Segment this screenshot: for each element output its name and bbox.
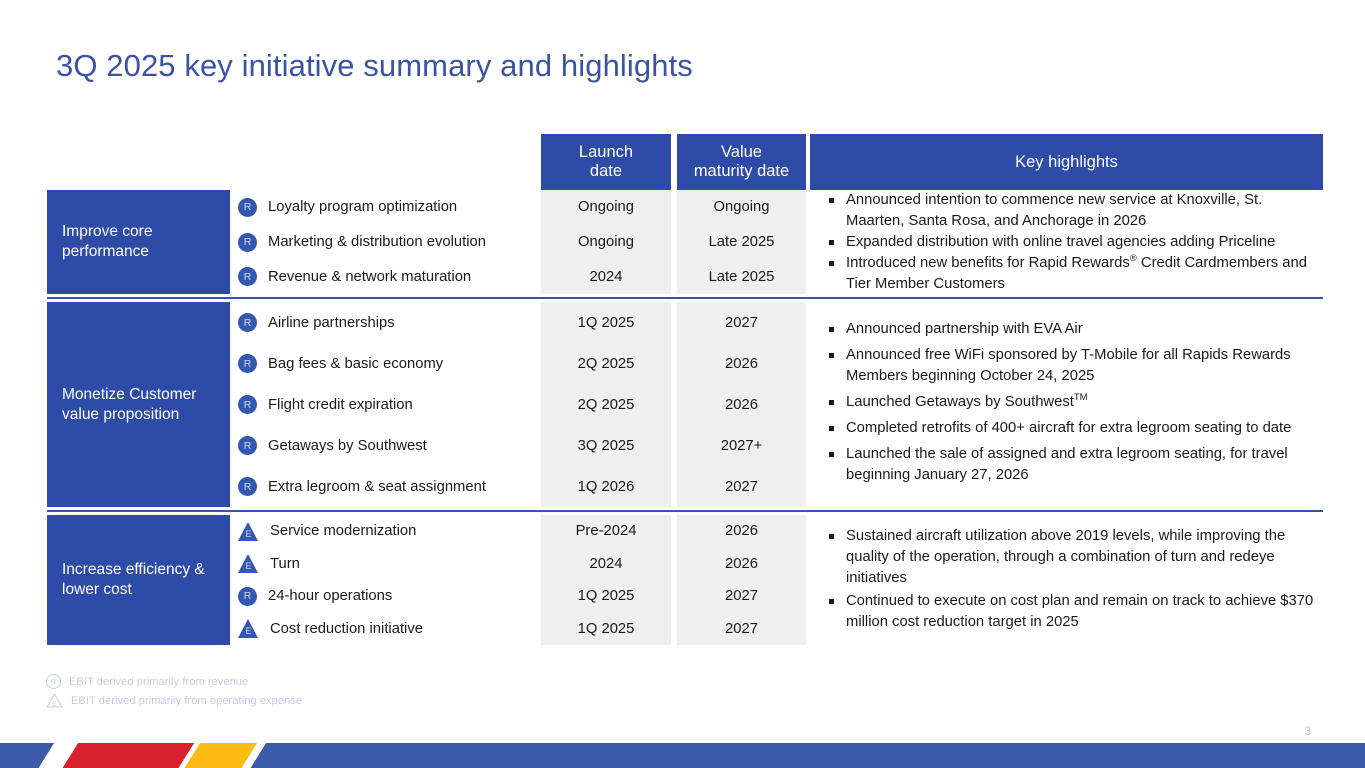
highlight-item: Launched the sale of assigned and extra legroom seating, for travel beginning January 27, 2026	[828, 444, 1319, 486]
initiative-item	[238, 580, 541, 613]
legend-badge-letter: E	[52, 701, 57, 708]
initiative-list	[230, 302, 541, 507]
value-maturity-date-cell: 2027	[725, 588, 758, 605]
initiative-list	[230, 190, 541, 294]
initiative-item	[238, 613, 541, 646]
badge-circle-r-icon: R	[238, 587, 257, 606]
highlight-item: Announced free WiFi sponsored by T-Mobile for all Rapids Rewards Members beginning October 24, 2025	[828, 345, 1319, 387]
value-maturity-date-cell: 2027	[725, 620, 758, 637]
launch-date-cell: 1Q 2025	[577, 620, 635, 637]
value-maturity-date-column	[677, 515, 806, 645]
value-maturity-date-cell: Late 2025	[708, 234, 775, 250]
trademark-superscript: TM	[1073, 391, 1088, 403]
value-maturity-line1: Value	[721, 143, 762, 161]
badge-circle-r-icon: R	[238, 313, 257, 332]
initiative-table	[47, 134, 1323, 645]
column-header-value-maturity-date	[677, 134, 806, 190]
value-maturity-date-cell: 2027	[725, 314, 758, 331]
badge-triangle-e-icon	[238, 619, 259, 638]
value-maturity-line2: maturity date	[693, 162, 790, 180]
initiative-item	[238, 190, 541, 225]
value-maturity-date-cell: 2026	[725, 396, 758, 413]
launch-date-cell: 2Q 2025	[577, 355, 635, 372]
initiative-label: Turn	[270, 555, 300, 572]
launch-date-column	[541, 302, 671, 507]
initiative-item	[238, 548, 541, 581]
badge-circle-r-icon: R	[238, 233, 257, 252]
initiative-label: Airline partnerships	[268, 314, 395, 331]
badge-circle-r-icon: R	[238, 395, 257, 414]
value-maturity-date-cell: 2026	[725, 555, 758, 572]
category-label: Increase efficiency & lower cost	[47, 515, 230, 645]
highlight-item: Expanded distribution with online travel agencies adding Priceline	[828, 232, 1319, 253]
badge-letter: E	[245, 561, 252, 572]
category-label: Improve core performance	[47, 190, 230, 294]
table-row-group	[47, 515, 1323, 645]
table-row-group	[47, 190, 1323, 294]
initiative-item	[238, 425, 541, 466]
launch-date-cell: Pre-2024	[575, 523, 637, 540]
launch-date-line2: date	[589, 162, 623, 180]
highlight-item: Introduced new benefits for Rapid Rewards® Credit Cardmembers and Tier Member Customers	[828, 253, 1319, 295]
highlight-item: Continued to execute on cost plan and remain on track to achieve $370 million cost reduction target in 2025	[828, 591, 1319, 633]
launch-date-cell: Ongoing	[578, 234, 634, 250]
group-separator	[47, 297, 1323, 299]
initiative-item	[238, 259, 541, 294]
category-label: Monetize Customer value proposition	[47, 302, 230, 507]
footnote-legend	[46, 672, 302, 710]
initiative-label: Service modernization	[270, 523, 417, 540]
initiative-item	[238, 302, 541, 343]
badge-letter: E	[245, 626, 252, 637]
highlight-item: Announced partnership with EVA Air	[828, 319, 1319, 340]
launch-date-cell: 2024	[589, 268, 623, 285]
footnote-text: EBIT derived primarily from revenue	[69, 675, 249, 688]
value-maturity-date-column	[677, 302, 806, 507]
column-header-launch-date	[541, 134, 671, 190]
badge-circle-r-icon: R	[238, 267, 257, 286]
highlight-list	[828, 319, 1319, 491]
page-title: 3Q 2025 key initiative summary and highlights	[56, 48, 693, 83]
launch-date-line1: Launch	[578, 143, 634, 161]
launch-date-cell: 1Q 2025	[577, 588, 635, 605]
key-highlights-cell	[810, 302, 1323, 507]
highlight-item: Announced intention to commence new service at Knoxville, St. Maarten, Santa Rosa, and Anchorage in 2026	[828, 190, 1319, 232]
initiative-item	[238, 466, 541, 507]
initiative-item	[238, 384, 541, 425]
initiative-label: 24-hour operations	[268, 588, 393, 605]
badge-circle-r-icon: R	[238, 354, 257, 373]
launch-date-cell: 2Q 2025	[577, 396, 635, 413]
footnote-text: EBIT derived primarily from operating expense	[71, 694, 303, 707]
initiative-item	[238, 515, 541, 548]
launch-date-cell: 1Q 2025	[577, 314, 635, 331]
badge-circle-r-icon: R	[238, 436, 257, 455]
footnote-row	[46, 691, 302, 710]
initiative-label: Revenue & network maturation	[268, 268, 472, 285]
value-maturity-date-cell: 2026	[725, 355, 758, 372]
initiative-label: Cost reduction initiative	[270, 620, 423, 637]
launch-date-cell: 3Q 2025	[577, 437, 635, 454]
header-spacer-initiative	[230, 134, 541, 190]
initiative-label: Flight credit expiration	[268, 396, 413, 413]
initiative-label: Marketing & distribution evolution	[268, 234, 486, 250]
highlight-item: Sustained aircraft utilization above 2019 levels, while improving the quality of the operation, through a combination of turn and redeye initiatives	[828, 526, 1319, 589]
value-maturity-date-cell: Late 2025	[708, 268, 775, 285]
table-header-row	[47, 134, 1323, 190]
table-row-group	[47, 302, 1323, 507]
badge-circle-r-icon: R	[238, 477, 257, 496]
initiative-label: Extra legroom & seat assignment	[268, 478, 486, 495]
key-highlights-cell	[810, 190, 1323, 294]
legend-triangle-e-icon	[46, 693, 63, 708]
legend-circle-r-icon: R	[46, 674, 61, 689]
group-separator	[47, 510, 1323, 512]
value-maturity-date-cell: 2026	[725, 523, 758, 540]
value-maturity-date-cell: 2027+	[720, 437, 763, 454]
highlight-item: Launched Getaways by Southwest™	[828, 392, 1319, 413]
trademark-superscript: ®	[1129, 252, 1137, 264]
category-cell	[47, 190, 230, 294]
brand-bar	[0, 743, 1365, 768]
column-header-key-highlights: Key highlights	[810, 134, 1323, 190]
category-cell	[47, 302, 230, 507]
initiative-item	[238, 225, 541, 260]
header-spacer-category	[47, 134, 230, 190]
highlight-list	[828, 190, 1319, 295]
footnote-row	[46, 672, 302, 691]
initiative-list	[230, 515, 541, 645]
initiative-label: Getaways by Southwest	[268, 437, 427, 454]
page-number: 3	[1304, 724, 1311, 738]
badge-triangle-e-icon	[238, 522, 259, 541]
value-maturity-date-cell: 2027	[725, 478, 758, 495]
launch-date-cell: 1Q 2026	[577, 478, 635, 495]
key-highlights-cell	[810, 515, 1323, 645]
category-cell	[47, 515, 230, 645]
launch-date-column	[541, 515, 671, 645]
badge-circle-r-icon: R	[238, 198, 257, 217]
initiative-item	[238, 343, 541, 384]
highlight-list	[828, 526, 1319, 635]
highlight-item: Completed retrofits of 400+ aircraft for extra legroom seating to date	[828, 418, 1319, 439]
launch-date-cell: 2024	[589, 555, 623, 572]
launch-date-cell: Ongoing	[578, 199, 634, 216]
badge-triangle-e-icon	[238, 554, 259, 573]
initiative-label: Bag fees & basic economy	[268, 355, 444, 372]
value-maturity-date-column	[677, 190, 806, 294]
launch-date-column	[541, 190, 671, 294]
table-body	[47, 190, 1323, 645]
value-maturity-date-cell: Ongoing	[713, 199, 770, 216]
badge-letter: E	[245, 528, 252, 539]
initiative-label: Loyalty program optimization	[268, 199, 458, 216]
